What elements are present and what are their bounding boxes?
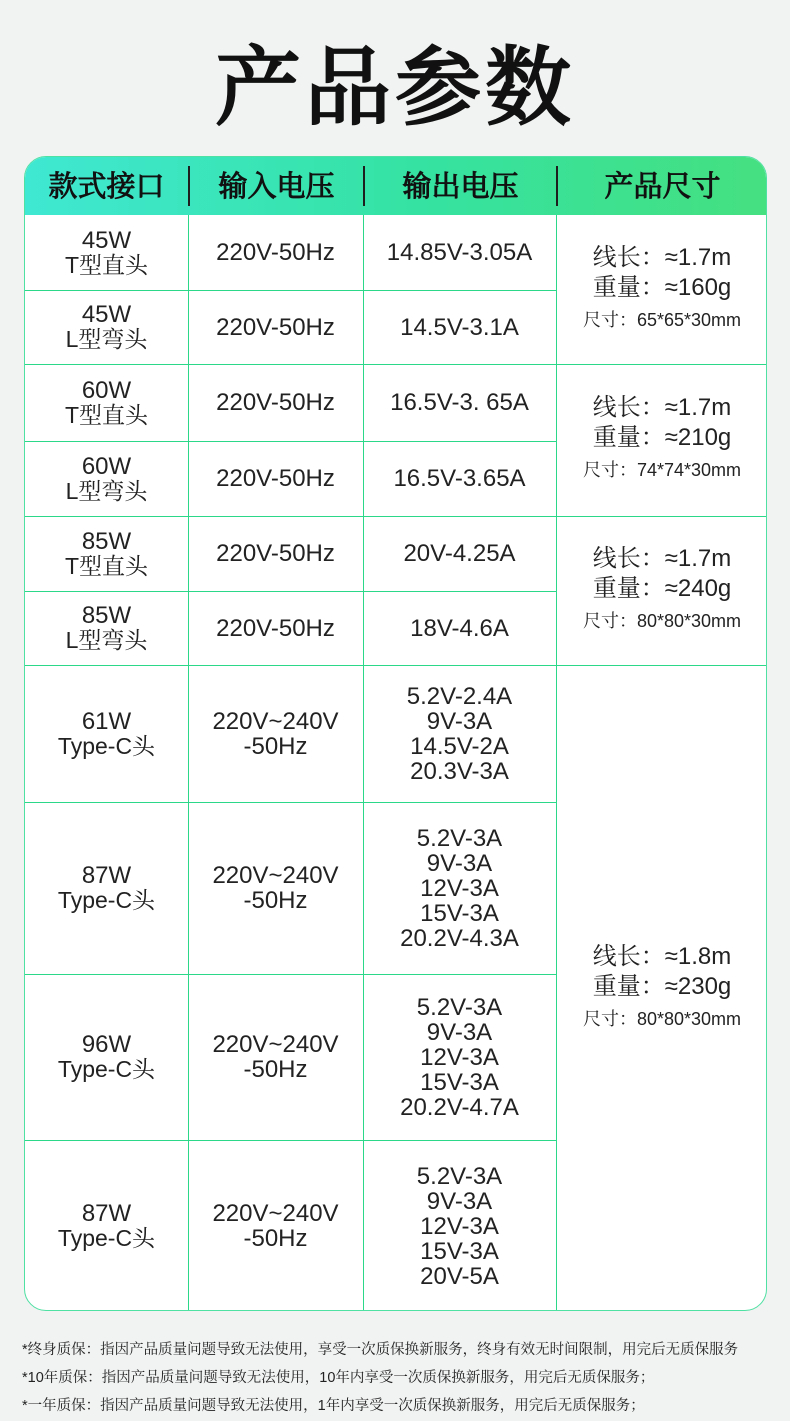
- model-cell: [25, 1140, 188, 1311]
- model-text: 87W: [81, 862, 132, 889]
- output-cell: [363, 441, 556, 516]
- output-text: 18V-4.6A: [410, 614, 509, 642]
- output-text: 20.2V-4.3A: [400, 924, 519, 952]
- output-cell: [363, 974, 556, 1140]
- weight: 重量：≈210g: [592, 424, 732, 451]
- input-text: 220V-50Hz: [216, 313, 335, 341]
- model-text: Type-C头: [57, 732, 156, 759]
- table-header: [25, 157, 767, 215]
- footnote-1-year: *一年质保：指因产品质量问题导致无法使用，1年内享受一次质保换新服务，用完后无质保服务；: [22, 1398, 645, 1414]
- header-output: 输出电压: [402, 169, 519, 203]
- output-text: 12V-3A: [420, 874, 499, 902]
- model-cell: [25, 665, 188, 802]
- input-text: -50Hz: [243, 732, 308, 760]
- output-text: 15V-3A: [420, 1068, 499, 1096]
- header-size: 产品尺寸: [604, 169, 721, 203]
- input-cell: [188, 364, 363, 441]
- model-text: L型弯头: [65, 326, 148, 352]
- warranty-notes: [22, 1336, 782, 1420]
- output-text: 9V-3A: [426, 1187, 493, 1215]
- weight: 重量：≈240g: [592, 574, 732, 602]
- output-text: 9V-3A: [426, 707, 493, 735]
- model-cell: [25, 215, 188, 290]
- output-cell: [363, 516, 556, 591]
- model-text: 60W: [81, 452, 132, 480]
- model-text: 45W: [81, 301, 132, 328]
- page-title: 产品参数: [215, 38, 575, 138]
- output-text: 12V-3A: [420, 1043, 499, 1071]
- output-cell: [363, 802, 556, 974]
- input-cell: [188, 290, 363, 364]
- weight: 重量：≈230g: [592, 972, 732, 1000]
- footnote-lifetime: *终身质保：指因产品质量问题导致无法使用，享受一次质保换新服务，终身有效无时间限制，用完后无质保服务: [22, 1342, 739, 1358]
- spec-table: [24, 156, 767, 1311]
- footnote-10-year: *10年质保：指因产品质量问题导致无法使用，10年内享受一次质保换新服务，用完后无质保服务；: [22, 1370, 655, 1386]
- model-cell: [25, 516, 188, 591]
- output-text: 20V-4.25A: [403, 540, 516, 567]
- dimensions: 尺寸：80*80*30mm: [582, 1008, 742, 1029]
- output-text: 12V-3A: [420, 1212, 499, 1240]
- input-cell: [188, 215, 363, 290]
- input-cell: [188, 441, 363, 516]
- size-cell: [556, 215, 767, 364]
- output-cell: [363, 364, 556, 441]
- size-cell: [556, 364, 767, 516]
- dimensions: 尺寸：74*74*30mm: [582, 460, 742, 480]
- output-text: 5.2V-3A: [416, 1162, 503, 1190]
- cable-length: 线长：≈1.8m: [592, 942, 732, 970]
- header-input: 输入电压: [218, 169, 335, 203]
- model-text: L型弯头: [65, 627, 148, 653]
- output-text: 20.3V-3A: [410, 757, 509, 785]
- output-text: 20.2V-4.7A: [400, 1093, 519, 1121]
- output-text: 9V-3A: [426, 849, 493, 877]
- output-cell: [363, 591, 556, 665]
- input-cell: [188, 665, 363, 802]
- model-text: T型直头: [64, 552, 149, 579]
- input-text: 220V~240V: [212, 707, 339, 735]
- dimensions: 尺寸：65*65*30mm: [582, 309, 742, 330]
- output-text: 16.5V-3. 65A: [390, 389, 529, 416]
- input-text: -50Hz: [243, 887, 308, 914]
- cable-length: 线长：≈1.7m: [592, 544, 732, 572]
- output-text: 9V-3A: [426, 1018, 493, 1046]
- cable-length: 线长：≈1.7m: [592, 394, 732, 421]
- output-cell: [363, 215, 556, 290]
- output-text: 14.5V-2A: [410, 732, 509, 760]
- model-text: 61W: [81, 707, 132, 735]
- model-text: 45W: [81, 226, 132, 254]
- input-text: 220V-50Hz: [216, 614, 335, 642]
- input-text: 220V-50Hz: [216, 540, 335, 567]
- input-cell: [188, 1140, 363, 1311]
- model-cell: [25, 591, 188, 665]
- output-text: 5.2V-3A: [416, 993, 503, 1021]
- output-cell: [363, 1140, 556, 1311]
- output-text: 20V-5A: [420, 1262, 499, 1290]
- model-text: L型弯头: [65, 477, 148, 504]
- output-text: 14.5V-3.1A: [400, 313, 519, 341]
- size-cell: [556, 516, 767, 665]
- model-cell: [25, 802, 188, 974]
- model-text: 85W: [81, 527, 132, 555]
- weight: 重量：≈160g: [592, 273, 732, 301]
- model-text: 87W: [81, 1200, 132, 1227]
- model-text: Type-C头: [57, 887, 156, 913]
- model-cell: [25, 364, 188, 441]
- input-text: 220V~240V: [212, 1031, 339, 1058]
- output-text: 5.2V-3A: [416, 824, 503, 852]
- output-text: 16.5V-3.65A: [393, 465, 526, 492]
- model-text: Type-C头: [57, 1056, 156, 1082]
- model-text: 60W: [81, 376, 132, 404]
- model-text: 96W: [81, 1031, 132, 1058]
- input-text: 220V-50Hz: [216, 389, 335, 416]
- size-cell: [556, 665, 767, 1311]
- output-text: 5.2V-2.4A: [406, 682, 513, 710]
- output-text: 15V-3A: [420, 1237, 499, 1265]
- header-model: 款式接口: [48, 169, 165, 203]
- input-text: 220V~240V: [212, 862, 339, 889]
- input-cell: [188, 516, 363, 591]
- output-cell: [363, 665, 556, 802]
- output-cell: [363, 290, 556, 364]
- model-text: T型直头: [64, 251, 149, 278]
- model-text: 85W: [81, 602, 132, 629]
- input-text: 220V-50Hz: [216, 465, 335, 492]
- input-cell: [188, 974, 363, 1140]
- dimensions: 尺寸：80*80*30mm: [582, 610, 742, 631]
- input-cell: [188, 802, 363, 974]
- output-text: 14.85V-3.05A: [386, 239, 533, 266]
- input-text: -50Hz: [243, 1056, 308, 1083]
- cable-length: 线长：≈1.7m: [592, 243, 732, 271]
- input-text: 220V-50Hz: [216, 239, 335, 266]
- model-cell: [25, 974, 188, 1140]
- input-text: 220V~240V: [212, 1200, 339, 1227]
- model-cell: [25, 290, 188, 364]
- model-text: Type-C头: [57, 1225, 156, 1251]
- output-text: 15V-3A: [420, 899, 499, 927]
- input-cell: [188, 591, 363, 665]
- model-text: T型直头: [64, 401, 149, 428]
- input-text: -50Hz: [243, 1225, 308, 1252]
- model-cell: [25, 441, 188, 516]
